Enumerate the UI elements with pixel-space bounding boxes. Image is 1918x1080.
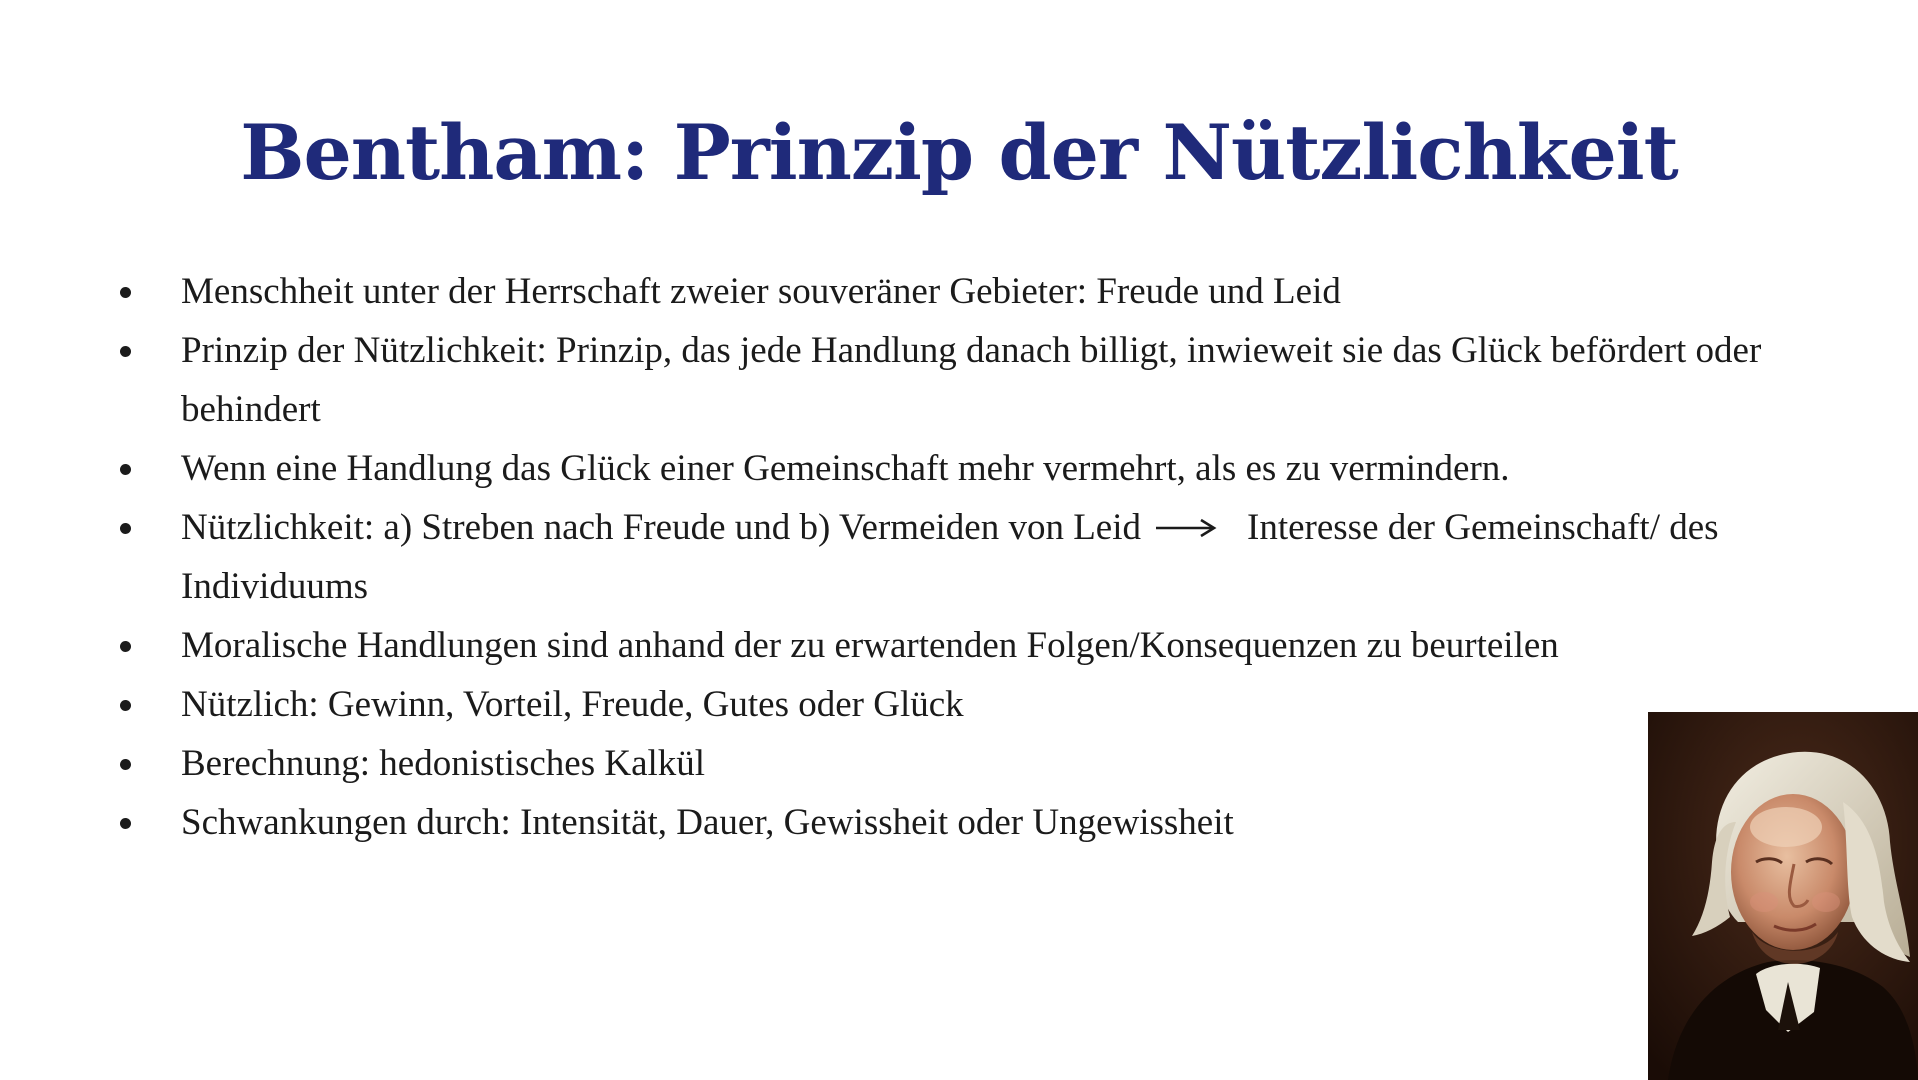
- bullet-item: [118, 439, 1838, 498]
- bullet-text: Berechnung: hedonistisches Kalkül: [181, 743, 706, 784]
- bullet-item: [118, 321, 1838, 439]
- portrait-image: [1648, 712, 1918, 1080]
- bullet-dot-icon: [120, 641, 131, 652]
- slide-title: Bentham: Prinzip der Nützlichkeit: [240, 108, 1678, 197]
- right-arrow-icon: [1155, 517, 1217, 539]
- bullet-item: [118, 675, 1838, 734]
- portrait-painting-icon: [1648, 712, 1918, 1080]
- bullet-item: [118, 734, 1838, 793]
- bullet-text: Schwankungen durch: Intensität, Dauer, Gewissheit oder Ungewissheit: [181, 802, 1234, 843]
- bullet-text: Moralische Handlungen sind anhand der zu erwartenden Folgen/Konsequenzen zu beurteilen: [181, 625, 1559, 666]
- bullet-item: [118, 793, 1838, 852]
- bullet-text: Menschheit unter der Herrschaft zweier souveräner Gebieter: Freude und Leid: [181, 271, 1341, 312]
- bullet-text: Prinzip der Nützlichkeit: Prinzip, das jede Handlung danach billigt, inwieweit sie das Glück befördert oder behindert: [181, 330, 1762, 430]
- bullet-item: [118, 498, 1838, 616]
- bullet-dot-icon: [120, 523, 131, 534]
- bullet-list: [118, 262, 1838, 852]
- bullet-dot-icon: [120, 700, 131, 711]
- bullet-text-before-arrow: Nützlichkeit: a) Streben nach Freude und b) Vermeiden von Leid: [181, 507, 1141, 548]
- bullet-item: [118, 262, 1838, 321]
- bullet-text: Wenn eine Handlung das Glück einer Gemeinschaft mehr vermehrt, als es zu vermindern.: [181, 448, 1510, 489]
- bullet-text: Nützlich: Gewinn, Vorteil, Freude, Gutes oder Glück: [181, 684, 964, 725]
- bullet-dot-icon: [120, 287, 131, 298]
- bullet-item: [118, 616, 1838, 675]
- bullet-text-after-arrow: Interesse der Gemeinschaft/ des Individuums: [181, 507, 1719, 607]
- bullet-dot-icon: [120, 818, 131, 829]
- bullet-dot-icon: [120, 346, 131, 357]
- bullet-dot-icon: [120, 464, 131, 475]
- bullet-dot-icon: [120, 759, 131, 770]
